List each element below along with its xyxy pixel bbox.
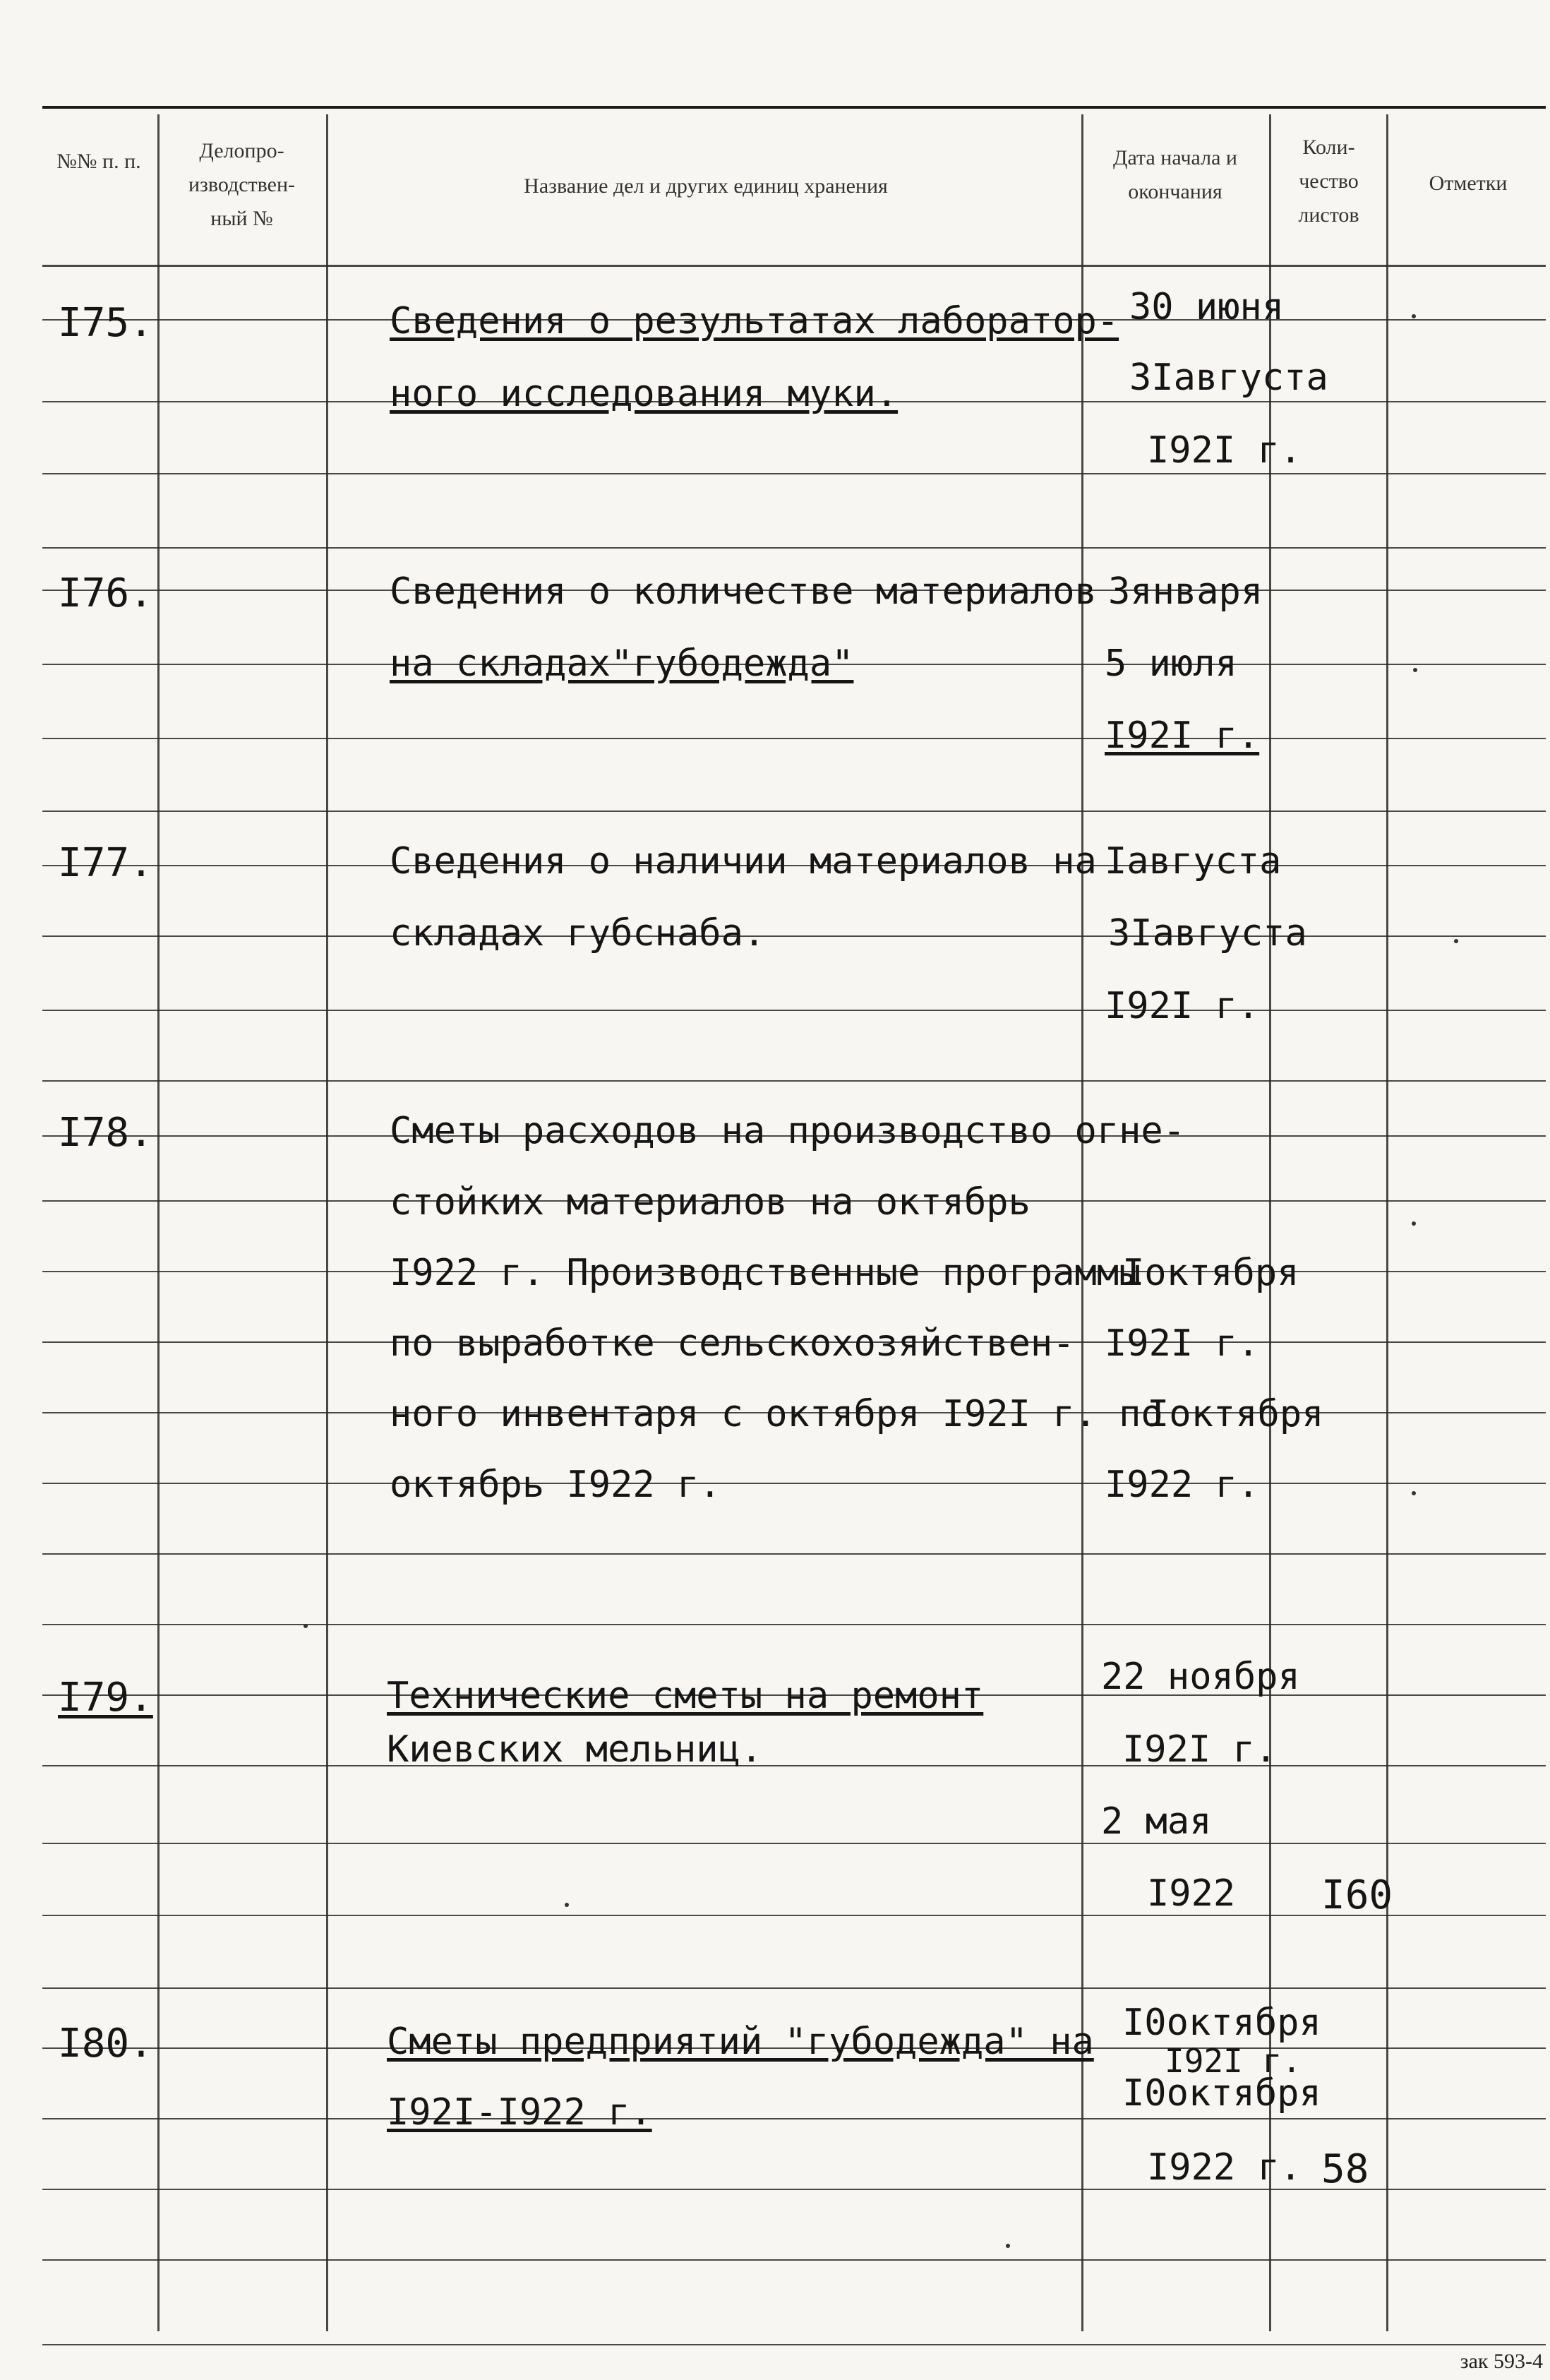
entry-date-line: 3января: [1108, 570, 1263, 613]
header-sheets: Коли- чество листов: [1298, 136, 1359, 227]
entry-title-line: на складах"губодежда": [390, 642, 854, 685]
header-notes: Отметки: [1429, 172, 1508, 195]
row-rule: [42, 473, 1546, 474]
row-rule: [42, 2259, 1546, 2261]
scan-speck: [1412, 1221, 1416, 1226]
entry-number: I80.: [58, 2021, 153, 2067]
entry-title-line: Сведения о количестве материалов: [390, 570, 1097, 613]
row-rule: [42, 1915, 1546, 1916]
entry-date-line: I92I г.: [1147, 429, 1302, 472]
header-number: №№ п. п.: [56, 150, 141, 173]
entry-sheets: I60: [1321, 1872, 1393, 1918]
entry-date-line: I0октября: [1122, 2072, 1321, 2115]
entry-date-line: I922 г.: [1147, 2146, 1302, 2189]
entry-date-line: 22 ноября: [1101, 1656, 1300, 1698]
row-rule: [42, 935, 1546, 937]
header-dates: Дата начала и окончания: [1113, 146, 1237, 203]
entry-title-line: I92I-I922 г.: [387, 2091, 652, 2134]
entry-number: I75.: [58, 300, 153, 346]
row-rule: [42, 811, 1546, 812]
entry-title-line: Сметы предприятий "губодежда" на: [387, 2021, 1094, 2063]
entry-sheets: 58: [1321, 2146, 1369, 2192]
row-rule: [42, 1987, 1546, 1989]
page-footer: зак 593-4: [1460, 2350, 1543, 2373]
column-divider: [326, 114, 328, 2331]
entry-title-line: складах губснаба.: [390, 912, 766, 955]
entry-title-line: I922 г. Производственные программы: [390, 1252, 1141, 1294]
scan-speck: [565, 1903, 569, 1907]
entry-date-line: I92I г.: [1105, 1322, 1260, 1365]
row-rule: [42, 1843, 1546, 1844]
entry-date-line: Iавгуста: [1105, 840, 1282, 883]
entry-number: I79.: [58, 1675, 153, 1721]
row-rule: [42, 547, 1546, 549]
scan-speck: [1006, 2244, 1010, 2248]
row-rule: [42, 1553, 1546, 1555]
entry-title-line: Сведения о результатах лаборатор-: [390, 300, 1119, 342]
entry-date-line: I922 г.: [1105, 1464, 1260, 1506]
scan-speck: [1412, 314, 1416, 318]
row-rule: [42, 1765, 1546, 1766]
row-rule: [42, 738, 1546, 739]
entry-title-line: ного исследования муки.: [390, 373, 899, 415]
header-top-rule: [42, 106, 1546, 109]
entry-number: I78.: [58, 1110, 153, 1156]
entry-date-line: I92I г.: [1105, 985, 1260, 1027]
row-rule: [42, 1010, 1546, 1011]
entry-title-line: Киевских мельниц.: [387, 1728, 763, 1771]
row-rule: [42, 1080, 1546, 1082]
entry-number: I76.: [58, 570, 153, 616]
entry-date-line: 2 мая: [1101, 1800, 1212, 1843]
entry-title-line: Технические сметы на ремонт: [387, 1675, 984, 1717]
entry-date-line: Iоктября: [1122, 1252, 1299, 1294]
scan-speck: [1412, 1491, 1416, 1495]
row-rule: [42, 2344, 1546, 2345]
header-case-number: Делопро- изводствен- ный №: [188, 139, 296, 230]
entry-title-line: октябрь I922 г.: [390, 1464, 721, 1506]
entry-title-line: Сведения о наличии материалов на: [390, 840, 1097, 883]
entry-date-line: I922: [1147, 1872, 1236, 1915]
header-bottom-rule: [42, 265, 1546, 267]
entry-date-line: I92I г.: [1105, 714, 1260, 757]
entry-date-line: 5 июля: [1105, 642, 1237, 685]
entry-title-line: ного инвентаря с октября I92I г. по: [390, 1393, 1163, 1435]
entry-number: I77.: [58, 840, 153, 886]
scan-speck: [1413, 668, 1417, 672]
column-divider: [157, 114, 160, 2331]
column-divider: [1081, 114, 1083, 2331]
entry-date-line: 3Iавгуста: [1108, 912, 1307, 955]
scan-speck: [304, 1624, 308, 1628]
entry-date-line: I92I г.: [1122, 1728, 1278, 1771]
scan-speck: [1454, 939, 1458, 943]
row-rule: [42, 2118, 1546, 2119]
entry-date-line: I92I г.: [1165, 2042, 1302, 2080]
row-rule: [42, 1624, 1546, 1625]
entry-date-line: 3Iавгуста: [1129, 357, 1328, 399]
entry-date-line: 30 июня: [1129, 286, 1285, 328]
entry-title-line: Сметы расходов на производство огне-: [390, 1110, 1186, 1152]
header-title: Название дел и других единиц хранения: [524, 174, 888, 198]
entry-date-line: I0октября: [1122, 2002, 1321, 2044]
entry-title-line: стойких материалов на октябрь: [390, 1181, 1031, 1224]
row-rule: [42, 1483, 1546, 1484]
row-rule: [42, 2189, 1546, 2190]
entry-title-line: по выработке сельскохозяйствен-: [390, 1322, 1075, 1365]
column-divider: [1386, 114, 1388, 2331]
entry-date-line: Iоктября: [1147, 1393, 1324, 1435]
